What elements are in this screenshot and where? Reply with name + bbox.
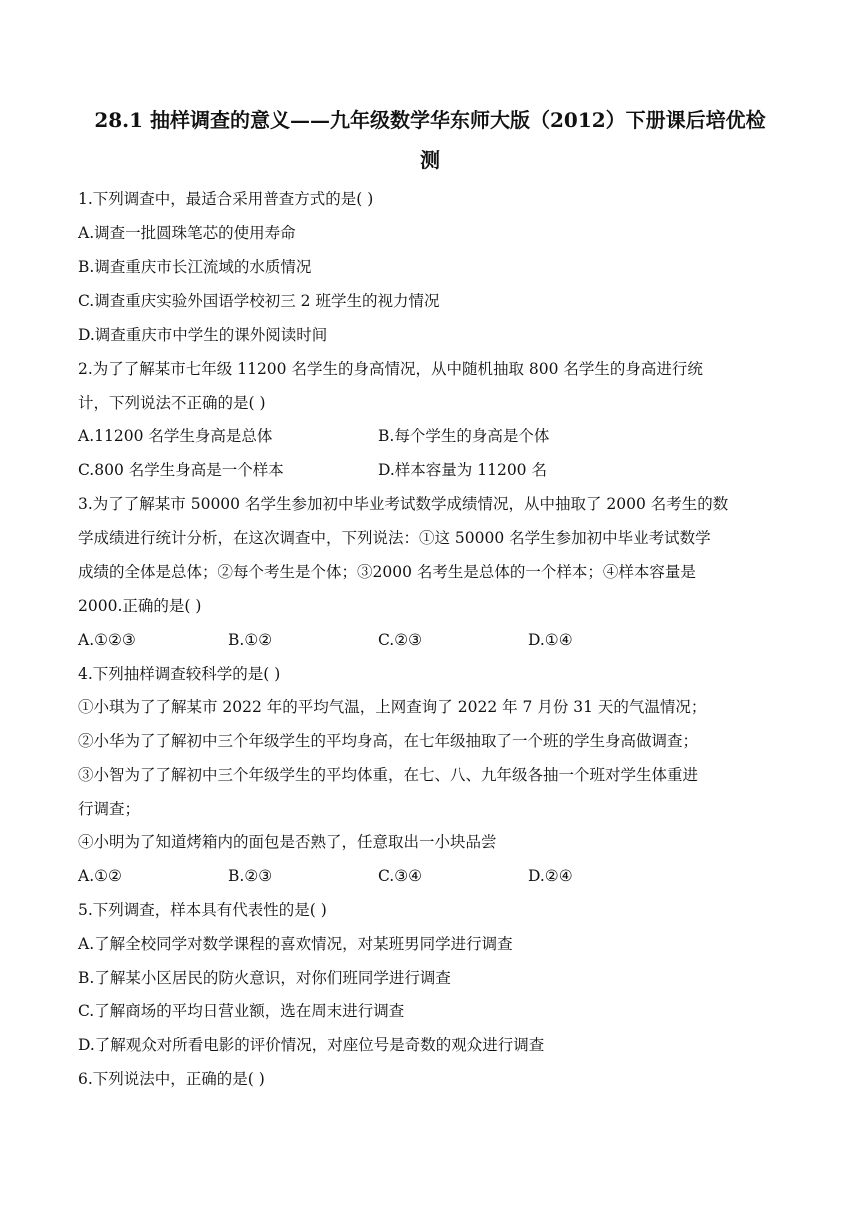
page-title (60, 100, 800, 180)
q3-stem-line-1: 3.为了了解某市 50000 名学生参加初中毕业考试数学成绩情况，从中抽取了 2000 名考生的数 (78, 495, 729, 513)
q3-option-a: A.①②③ (78, 631, 136, 649)
q3-stem-line-3: 成绩的全体是总体；②每个考生是个体；③2000 名考生是总体的一个样本；④样本容量是 (78, 563, 696, 581)
q1-option-c: C.调查重庆实验外国语学校初三 2 班学生的视力情况 (78, 292, 440, 310)
q4-statement-4: ④小明为了知道烤箱内的面包是否熟了，任意取出一小块品尝 (78, 833, 497, 851)
q4-option-d: D.②④ (528, 867, 573, 885)
q4-option-a: A.①② (78, 867, 122, 885)
q4-statement-2: ②小华为了了解初中三个年级学生的平均身高，在七年级抽取了一个班的学生身高做调查； (78, 732, 699, 750)
q1-option-d: D.调查重庆市中学生的课外阅读时间 (78, 326, 328, 344)
q3-option-c: C.②③ (378, 631, 423, 649)
title-line-1: 28.1 抽样调查的意义——九年级数学华东师大版（2012）下册课后培优检 (94, 108, 766, 132)
q2-option-a: A.11200 名学生身高是总体 (78, 427, 273, 445)
q5-option-a: A.了解全校同学对数学课程的喜欢情况，对某班男同学进行调查 (78, 935, 513, 953)
q1-stem: 1.下列调查中，最适合采用普查方式的是( ) (78, 190, 374, 208)
q2-stem-line-1: 2.为了了解某市七年级 11200 名学生的身高情况，从中随机抽取 800 名学生的身高进行统 (78, 360, 703, 378)
title-line-2: 测 (420, 148, 440, 172)
q4-statement-1: ①小琪为了了解某市 2022 年的平均气温，上网查询了 2022 年 7 月份 31 天的气温情况； (78, 698, 707, 716)
q3-option-b: B.①② (228, 631, 273, 649)
q3-stem-line-2: 学成绩进行统计分析，在这次调查中，下列说法：①这 50000 名学生参加初中毕业考试数学 (78, 529, 711, 547)
q4-statement-3-line-2: 行调查； (78, 800, 141, 818)
q4-option-b: B.②③ (228, 867, 273, 885)
q4-stem: 4.下列抽样调查较科学的是( ) (78, 665, 281, 683)
q2-option-c: C.800 名学生身高是一个样本 (78, 461, 284, 479)
q2-option-b: B.每个学生的身高是个体 (378, 427, 550, 445)
q1-option-b: B.调查重庆市长江流域的水质情况 (78, 258, 312, 276)
q1-option-a: A.调查一批圆珠笔芯的使用寿命 (78, 224, 296, 242)
q5-option-c: C.了解商场的平均日营业额，选在周末进行调查 (78, 1002, 405, 1020)
q6-stem: 6.下列说法中，正确的是( ) (78, 1070, 265, 1088)
q4-statement-3-line-1: ③小智为了了解初中三个年级学生的平均体重，在七、八、九年级各抽一个班对学生体重进 (78, 766, 699, 784)
q5-option-b: B.了解某小区居民的防火意识，对你们班同学进行调查 (78, 969, 451, 987)
q2-option-d: D.样本容量为 11200 名 (378, 461, 547, 479)
q3-option-d: D.①④ (528, 631, 573, 649)
q5-stem: 5.下列调查，样本具有代表性的是( ) (78, 901, 327, 919)
q4-option-c: C.③④ (378, 867, 423, 885)
q2-stem-line-2: 计，下列说法不正确的是( ) (78, 394, 266, 412)
q3-stem-line-4: 2000.正确的是( ) (78, 597, 202, 615)
q5-option-d: D.了解观众对所看电影的评价情况，对座位号是奇数的观众进行调查 (78, 1036, 545, 1054)
